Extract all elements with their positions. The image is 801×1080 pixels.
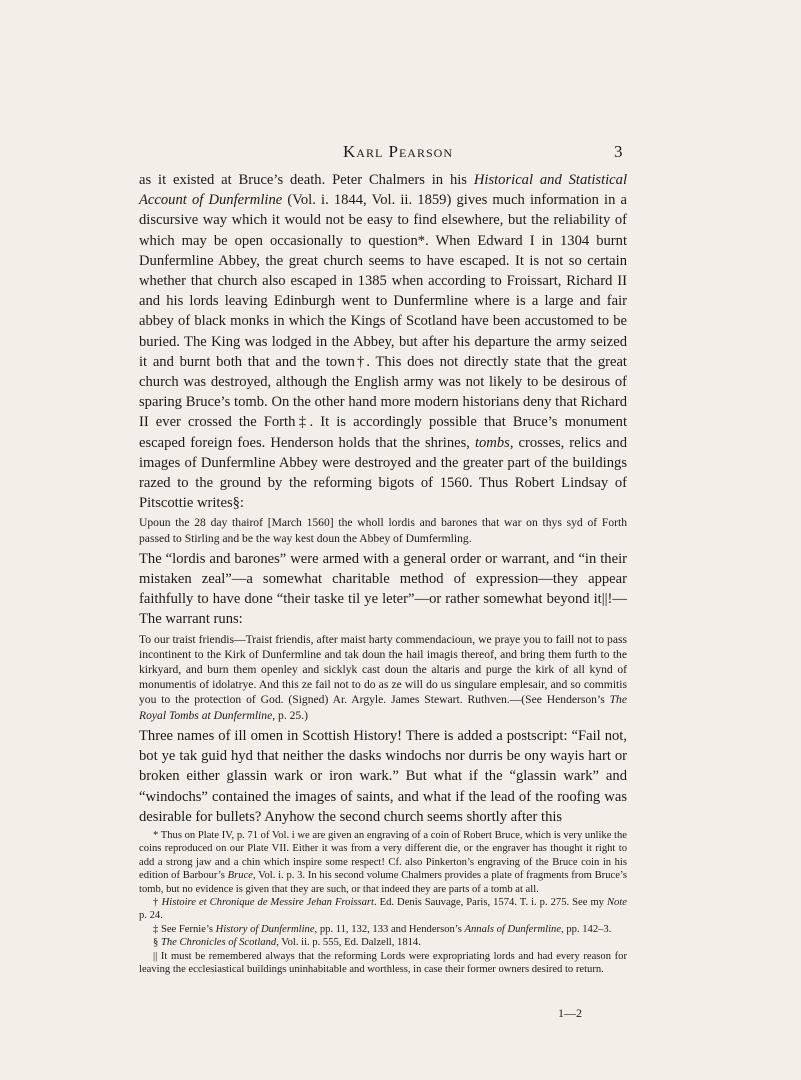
- text-run: , p. 25.): [272, 708, 308, 722]
- paragraph-2: [139, 549, 627, 630]
- italic-run: Note: [606, 896, 627, 908]
- italic-run: Annals of Dunfermline: [464, 923, 562, 935]
- footnote-section: [139, 936, 627, 949]
- text-run: , Vol. ii. p. 555, Ed. Dalzell, 1814.: [276, 937, 421, 949]
- text-run: (Vol. i. 1844, Vol. ii. 1859) gives much information in a discursive way which it would not be easy to find elsewhere, but the reliability of which may be open occasionally to question*. When Edward I in 1304 burnt Dunfermline Abbey, the great church seems to have escaped. It is not so certain whether that church also escaped in 1385 when according to Froissart, Richard II and his lords leaving Edinburgh went to Dunfermline where is a large and fair abbey of black monks in which the Kings of Scotland have been accustomed to be buried. The King was lodged in the Abbey, but after his departure the army seized it and burnt both that and the town†. This does not directly state that the great church was destroyed, although the English army was not likely to be desirous of sparing Bruce’s tomb. On the other hand more modern historians deny that Richard II ever crossed the Forth‡. It is accordingly possible that Bruce’s monument escaped foreign foes. Henderson holds that the shrines,: [139, 192, 627, 451]
- footnote-asterisk: [139, 829, 627, 896]
- text-run: , pp. 11, 132, 133 and Henderson’s: [314, 923, 465, 935]
- footnote-double-dagger: [139, 923, 627, 936]
- text-run: Upoun the 28 day thairof [March 1560] the wholl lordis and barones that war on thys syd of Forth passed to Stirling and be the way kest doun the Abbey of Dumfermling.: [139, 516, 627, 545]
- italic-run: The Royal Tombs at Dunfermline: [139, 693, 627, 722]
- running-head: Karl Pearson: [343, 142, 453, 161]
- paragraph-1: [139, 170, 627, 513]
- italic-run: Bruce: [227, 870, 253, 882]
- italic-run: The Chronicles of Scotland: [160, 937, 277, 949]
- text-run: To our traist friendis—Traist friendis, after maist harty commendacioun, we praye you to faill not to pass incontinent to the Kirk of Dunfermline and tak doun the hail imagis thereof, and bring them furth to the kirkyard, and burn them openley and sicklyk cast doun the altaris and purge the kirk of all kynd of monumentis of idolatrye. And this ze fail not to do as ze will do us singulare emplesair, and so commitis you to the protection of God. (Signed) Ar. Argyle. James Stewart. Ruthven.—(See Henderson’s: [139, 632, 627, 707]
- text-run: . Ed. Denis Sauvage, Paris, 1574. T. i. p. 275. See my: [374, 896, 607, 908]
- body-text: [139, 170, 627, 976]
- paragraph-3: [139, 726, 627, 827]
- page-number: 3: [614, 142, 623, 161]
- text-run: || It must be remembered always that the reforming Lords were expropriating lords and had every reason for leaving the ecclesiastical buildings uninhabitable and worthless, in case their former owners desired to return.: [139, 950, 627, 975]
- text-run: †: [153, 896, 162, 908]
- text-run: p. 24.: [139, 910, 163, 922]
- footnote-dagger: [139, 896, 627, 923]
- quotation-pitscottie: [139, 515, 627, 545]
- italic-run: Historical and Statistical Account of Dunfermline: [139, 172, 628, 209]
- quotation-warrant: [139, 632, 627, 723]
- text-run: The “lordis and barones” were armed with a general order or warrant, and “in their mistaken zeal”—a somewhat charitable method of expression—they appear faithfully to have done “their taske til ye leter”—or rather somewhat beyond it||!— The warrant runs:: [139, 550, 627, 628]
- text-run: Three names of ill omen in Scottish History! There is added a postscript: “Fail not, bot ye tak guid hyd that neither the dasks windochs nor durris be ony wayis hart or broken either glassin wark or iron wark.” But what if the “glassin wark” and “windochs” contained the images of saints, and what if the lead of the roofing was desirable for bullets? Anyhow the second church seems shortly after this: [139, 727, 627, 825]
- text-run: * Thus on Plate IV, p. 71 of Vol. i we are given an engraving of a coin of Robert Bruce, which is very unlike the coins reproduced on our Plate VII. Either it was from a very different die, or the engraver has thought it right to add a strong jaw and a chin which inspire some respect! Cf. also Pinkerton’s engraving of the Bruce coin in his edition of Barbour’s: [139, 829, 627, 882]
- italic-run: tombs: [474, 434, 510, 451]
- text-run: , pp. 142–3.: [561, 923, 612, 935]
- page-header: [0, 142, 801, 164]
- text-run: , crosses, relics and images of Dunfermline Abbey were destroyed and the greater part of the buildings razed to the ground by the reforming bigots of 1560. Thus Robert Lindsay of Pitscottie writes§:: [139, 434, 627, 512]
- footnote-parallel: [139, 950, 627, 977]
- italic-run: Histoire et Chronique de Messire Jehan Froissart: [161, 896, 374, 908]
- italic-run: History of Dunfermline: [215, 923, 315, 935]
- text-run: ‡ See Fernie’s: [153, 923, 216, 935]
- signature-mark: 1—2: [558, 1006, 582, 1020]
- text-run: , Vol. i. p. 3. In his second volume Chalmers provides a plate of fragments from Bruce’s tomb, but no evidence is given that they are such, or that indeed they are parts of a tomb at all.: [139, 870, 627, 895]
- text-run: as it existed at Bruce’s death. Peter Chalmers in his: [139, 172, 474, 188]
- text-run: §: [153, 937, 161, 949]
